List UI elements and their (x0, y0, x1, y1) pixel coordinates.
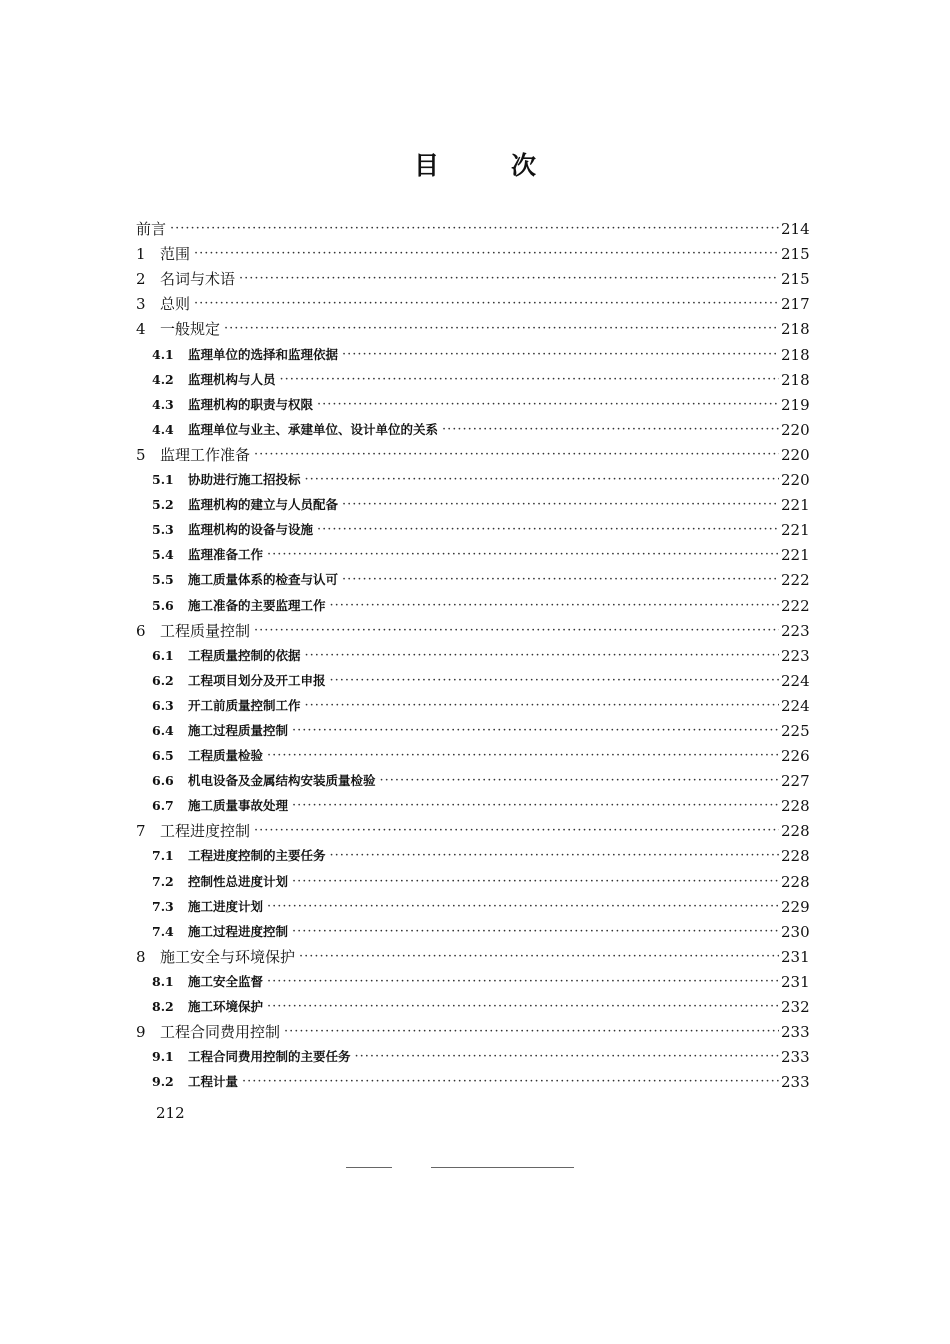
toc-subentry[interactable] (136, 840, 810, 866)
toc-entry-page: 228 (781, 847, 810, 866)
toc-entry-label: 施工过程进度控制 (188, 923, 289, 939)
toc-entry-number: 6.6 (152, 773, 174, 789)
toc-subentry[interactable] (136, 1066, 810, 1092)
toc-entry-page: 220 (781, 420, 810, 439)
dot-leader (254, 622, 779, 640)
dot-leader (267, 898, 779, 916)
dot-leader (292, 797, 779, 815)
toc-entry-page: 219 (781, 395, 810, 414)
dot-leader (299, 948, 779, 966)
toc-entry-label: 工程进度控制的主要任务 (188, 848, 326, 864)
toc-entry-page: 228 (781, 797, 810, 816)
toc-entry-page: 221 (781, 496, 810, 515)
toc-entry-label: 施工过程质量控制 (188, 722, 289, 738)
toc-subentry[interactable] (136, 690, 810, 715)
toc-entry-number: 5.3 (152, 522, 174, 538)
toc-entry-number: 8 (136, 947, 146, 966)
dot-leader (254, 446, 779, 464)
dot-leader (317, 396, 779, 414)
toc-entry-label: 名词与术语 (160, 270, 236, 289)
toc-entry-page: 233 (781, 1048, 810, 1067)
toc-entry-label: 施工安全与环境保护 (160, 947, 296, 966)
toc-entry-label: 工程质量检验 (188, 748, 264, 764)
toc-entry-label: 协助进行施工招投标 (188, 472, 301, 488)
toc-subentry[interactable] (136, 364, 810, 389)
toc-entry-page: 222 (781, 596, 810, 615)
toc-entry-page: 223 (781, 646, 810, 665)
toc-entry-label: 工程合同费用控制的主要任务 (188, 1049, 351, 1065)
toc-entry-number: 5.2 (152, 497, 174, 513)
toc-entry-page: 224 (781, 671, 810, 690)
toc-entry-page: 218 (781, 370, 810, 389)
dot-leader (284, 1023, 779, 1041)
toc-entry-label: 监理单位的选择和监理依据 (188, 346, 339, 362)
toc-entry-number: 9.1 (152, 1049, 174, 1065)
dot-leader (305, 697, 779, 715)
toc-entry-label: 施工质量体系的检查与认可 (188, 572, 339, 588)
toc-entry-label: 工程合同费用控制 (160, 1023, 281, 1042)
toc-entry-number: 1 (136, 245, 146, 264)
toc-entry-number: 4.1 (152, 346, 174, 362)
toc-entry-label: 前言 (136, 220, 167, 239)
toc-entry-number: 9 (136, 1023, 146, 1042)
toc-entry-label: 工程质量控制的依据 (188, 647, 301, 663)
table-of-contents (136, 213, 810, 1092)
toc-entry[interactable] (136, 238, 810, 264)
toc-subentry[interactable] (136, 1041, 810, 1067)
toc-entry-page: 228 (781, 872, 810, 891)
toc-entry-page: 227 (781, 772, 810, 791)
toc-entry-number: 8.1 (152, 973, 174, 989)
toc-entry-page: 230 (781, 922, 810, 941)
toc-entry-number: 7.2 (152, 873, 174, 889)
toc-subentry[interactable] (136, 740, 810, 766)
toc-entry-number: 5.5 (152, 572, 174, 588)
toc-entry-page: 221 (781, 521, 810, 540)
toc-entry-number: 5.6 (152, 597, 174, 613)
toc-entry-number: 3 (136, 295, 146, 314)
toc-entry-number: 6.1 (152, 647, 174, 663)
toc-subentry[interactable] (136, 916, 810, 941)
dot-leader (267, 546, 779, 564)
toc-entry-number: 5.1 (152, 472, 174, 488)
toc-entry-page: 224 (781, 696, 810, 715)
toc-entry-page: 215 (781, 245, 810, 264)
toc-entry-page: 229 (781, 897, 810, 916)
toc-entry[interactable] (136, 941, 810, 966)
toc-entry-number: 6.2 (152, 672, 174, 688)
toc-entry-label: 监理工作准备 (160, 445, 251, 464)
toc-entry-label: 工程质量控制 (160, 621, 251, 640)
toc-subentry[interactable] (136, 665, 810, 690)
toc-entry-number: 6 (136, 621, 146, 640)
toc-entry-number: 7 (136, 822, 146, 841)
toc-subentry[interactable] (136, 891, 810, 916)
toc-entry-page: 233 (781, 1073, 810, 1092)
dot-leader (239, 270, 779, 288)
toc-entry-label: 施工安全监督 (188, 973, 264, 989)
toc-subentry[interactable] (136, 765, 810, 791)
toc-subentry[interactable] (136, 589, 810, 615)
toc-entry-number: 5.4 (152, 547, 174, 563)
dot-leader (292, 722, 779, 740)
toc-entry-page: 225 (781, 721, 810, 740)
toc-entry-label: 施工质量事故处理 (188, 798, 289, 814)
toc-entry-number: 6.5 (152, 748, 174, 764)
dot-leader (194, 245, 779, 263)
toc-entry[interactable] (136, 1016, 810, 1042)
title-char-1: 目 (413, 151, 439, 180)
toc-entry-label: 控制性总进度计划 (188, 873, 289, 889)
dot-leader (342, 496, 779, 514)
toc-entry[interactable] (136, 615, 810, 640)
toc-entry-page: 231 (781, 947, 810, 966)
dot-leader (280, 371, 779, 389)
toc-entry-page: 220 (781, 471, 810, 490)
toc-subentry[interactable] (136, 514, 810, 540)
toc-entry-label: 范围 (160, 245, 191, 264)
toc-entry-number: 7.3 (152, 898, 174, 914)
toc-entry-label: 施工进度计划 (188, 898, 264, 914)
dot-leader (292, 923, 779, 941)
toc-entry-label: 监理机构与人员 (188, 371, 276, 387)
toc-entry-number: 7.1 (152, 848, 174, 864)
dot-leader (330, 597, 779, 615)
toc-entry-label: 监理机构的设备与设施 (188, 522, 314, 538)
dot-leader (194, 295, 779, 313)
toc-subentry[interactable] (136, 489, 810, 515)
dot-leader (224, 320, 779, 338)
toc-entry-label: 监理单位与业主、承建单位、设计单位的关系 (188, 421, 439, 437)
toc-entry[interactable] (136, 288, 810, 314)
toc-subentry[interactable] (136, 966, 810, 991)
toc-subentry[interactable] (136, 715, 810, 740)
dot-leader (342, 571, 779, 589)
toc-entry[interactable] (136, 313, 810, 339)
toc-entry-label: 开工前质量控制工作 (188, 697, 301, 713)
toc-entry-page: 226 (781, 747, 810, 766)
scan-artifact-line (431, 1167, 574, 1168)
title-char-2: 次 (511, 151, 537, 180)
toc-entry-label: 监理机构的建立与人员配备 (188, 497, 339, 513)
toc-entry-number: 5 (136, 445, 146, 464)
toc-subentry[interactable] (136, 338, 810, 364)
dot-leader (305, 471, 779, 489)
page-title (0, 146, 950, 182)
toc-subentry[interactable] (136, 539, 810, 565)
dot-leader (267, 747, 779, 765)
toc-entry-page: 221 (781, 546, 810, 565)
toc-entry-page: 214 (781, 220, 810, 239)
toc-entry-page: 228 (781, 822, 810, 841)
toc-entry-label: 机电设备及金属结构安装质量检验 (188, 773, 376, 789)
toc-subentry[interactable] (136, 640, 810, 665)
toc-entry-number: 2 (136, 270, 146, 289)
toc-entry-page: 232 (781, 998, 810, 1016)
toc-entry-number: 6.7 (152, 798, 174, 814)
dot-leader (442, 421, 779, 439)
toc-entry-page: 231 (781, 972, 810, 991)
toc-entry-label: 工程计量 (188, 1074, 239, 1090)
toc-entry-label: 工程项目划分及开工申报 (188, 672, 326, 688)
toc-entry-label: 总则 (160, 295, 191, 314)
dot-leader (267, 998, 779, 1016)
toc-entry-label: 工程进度控制 (160, 822, 251, 841)
toc-entry-label: 施工环境保护 (188, 999, 264, 1014)
toc-entry-page: 215 (781, 270, 810, 289)
toc-entry-number: 9.2 (152, 1074, 174, 1090)
toc-entry-page: 218 (781, 320, 810, 339)
toc-entry-number: 4.3 (152, 396, 174, 412)
toc-subentry[interactable] (136, 389, 810, 414)
toc-entry-number: 6.4 (152, 722, 174, 738)
toc-entry-page: 223 (781, 621, 810, 640)
dot-leader (292, 873, 779, 891)
dot-leader (170, 220, 779, 238)
toc-entry-page: 218 (781, 345, 810, 364)
toc-subentry[interactable] (136, 865, 810, 891)
dot-leader (330, 672, 779, 690)
toc-entry[interactable] (136, 815, 810, 841)
toc-subentry[interactable] (136, 790, 810, 816)
toc-entry-label: 施工准备的主要监理工作 (188, 597, 326, 613)
dot-leader (305, 647, 779, 665)
toc-entry[interactable] (136, 439, 810, 464)
toc-subentry[interactable] (136, 564, 810, 590)
toc-entry-page: 217 (781, 295, 810, 314)
toc-entry-number: 7.4 (152, 923, 174, 939)
dot-leader (330, 847, 779, 865)
toc-entry-label: 一般规定 (160, 320, 221, 339)
toc-subentry[interactable] (136, 464, 810, 490)
page-number: 212 (156, 1104, 185, 1122)
toc-entry-label: 监理机构的职责与权限 (188, 396, 314, 412)
toc-entry-page: 220 (781, 445, 810, 464)
toc-entry[interactable] (136, 213, 810, 239)
dot-leader (342, 346, 779, 364)
dot-leader (317, 521, 779, 539)
dot-leader (254, 822, 779, 840)
toc-entry-number: 8.2 (152, 999, 174, 1014)
toc-entry-number: 6.3 (152, 697, 174, 713)
dot-leader (267, 973, 779, 991)
toc-entry-number: 4 (136, 320, 146, 339)
dot-leader (380, 772, 779, 790)
toc-entry-number: 4.4 (152, 421, 174, 437)
toc-subentry[interactable] (136, 991, 810, 1016)
toc-entry-number: 4.2 (152, 371, 174, 387)
toc-entry-label: 监理准备工作 (188, 547, 264, 563)
dot-leader (355, 1048, 779, 1066)
dot-leader (242, 1073, 779, 1091)
toc-entry[interactable] (136, 263, 810, 289)
toc-entry-page: 222 (781, 571, 810, 590)
toc-entry-page: 233 (781, 1023, 810, 1042)
toc-subentry[interactable] (136, 414, 810, 439)
scan-artifact-line (346, 1167, 392, 1168)
